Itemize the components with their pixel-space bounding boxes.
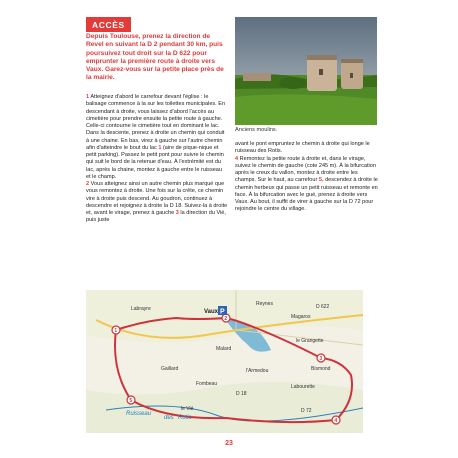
acces-tag: ACCÈS: [86, 17, 131, 32]
svg-text:Ruisseau: Ruisseau: [126, 411, 152, 417]
mills-photo: [235, 17, 377, 125]
svg-text:Labrayre: Labrayre: [131, 306, 151, 312]
access-instructions: Depuis Toulouse, prenez la direction de Revel en suivant la D 2 pendant 30 km, puis poursuivez tout droit sur la D 622 pour emprunter la première route à droite vers Vaux. Garez-vous sur la petite place près de la mairie.: [86, 33, 224, 82]
svg-text:Vaux: Vaux: [204, 309, 219, 315]
step-1-text: 1 Atteignez d'abord le carrefour devant l'église : le balisage commence à la sur les toilettes municipales. En descendant à droite, vous laissez d'abord l'accès au cimetière pour prendre ensuite la petite route à gauche. Celle-ci contourne le cimetière tout en dominant le lac.: [86, 94, 226, 129]
steps-column-left: [86, 94, 228, 225]
svg-text:l'Armedou: l'Armedou: [246, 368, 269, 374]
svg-text:2: 2: [224, 315, 228, 322]
svg-text:4: 4: [334, 417, 338, 424]
svg-text:des: des: [164, 415, 174, 421]
route-map: [86, 290, 363, 433]
svg-text:5: 5: [129, 397, 133, 404]
svg-text:le Vié: le Vié: [181, 406, 194, 412]
svg-text:1: 1: [114, 327, 118, 334]
svg-text:le Grangette: le Grangette: [296, 338, 324, 344]
svg-text:Fombeau: Fombeau: [196, 381, 218, 387]
svg-text:D 622: D 622: [316, 304, 330, 310]
svg-text:Reynes: Reynes: [256, 301, 273, 307]
svg-text:Labourette: Labourette: [291, 384, 315, 390]
page-number: 23: [225, 440, 233, 447]
svg-text:Gaillard: Gaillard: [161, 366, 179, 372]
step-4-text: 4 Remontez la petite route à droite et, dans le virage, suivez le chemin de gauche (cote 245 m). À la bifurcation après le creux du vallon, montez à droite entre les champs. Sur le haut, au carrefour 5, descendez à droite le chemin herbeux qui passe un petit ruisseau et remonte en face. À la bifurcation avec le gué, prenez à droite vers Vaux. Au bout, il suffit de virer à gauche sur la D 72 pour rejoindre le centre du village.: [235, 155, 378, 213]
photo-caption: Anciens moulins.: [235, 127, 278, 133]
svg-text:Magaros: Magaros: [291, 314, 311, 320]
svg-text:3: 3: [319, 355, 323, 362]
step-2-text: 2 Vous atteignez ainsi un autre chemin plus marqué que vous remontez à droite. Une fois sur la crête, ce chemin vire à droite puis descend. Au goudron, continuez à descendre et rejoignez à droite la D 18. Suivez-la à droite et, avant le virage, prenez à gauche 3 la direction du Vié, puis juste: [86, 181, 228, 224]
step-3-text: avant le pont empruntez le chemin à droite qui longe le ruisseau des Rotis.: [235, 141, 370, 155]
step-1-text-b: Dans la descente, prenez à droite un chemin qui conduit à une chaine. En bas, virez à gauche sur l'autre chemin afin d'atteindre le bout du lac 1 (aire de pique-nique et petit parking). Passez le petit pont pour suivre le chemin qui suit le bord de la retenue d'eau. À l'extrémité est du lac, après la chaine, montez à gauche entre le ruisseau et le champ.: [86, 130, 225, 180]
svg-text:D 18: D 18: [236, 391, 247, 397]
svg-text:D 72: D 72: [301, 408, 312, 414]
svg-text:Bismond: Bismond: [311, 366, 331, 372]
svg-text:P: P: [220, 308, 225, 316]
steps-column-right: [235, 141, 378, 214]
svg-text:Malard: Malard: [216, 346, 232, 352]
svg-text:Rotis: Rotis: [178, 415, 192, 421]
